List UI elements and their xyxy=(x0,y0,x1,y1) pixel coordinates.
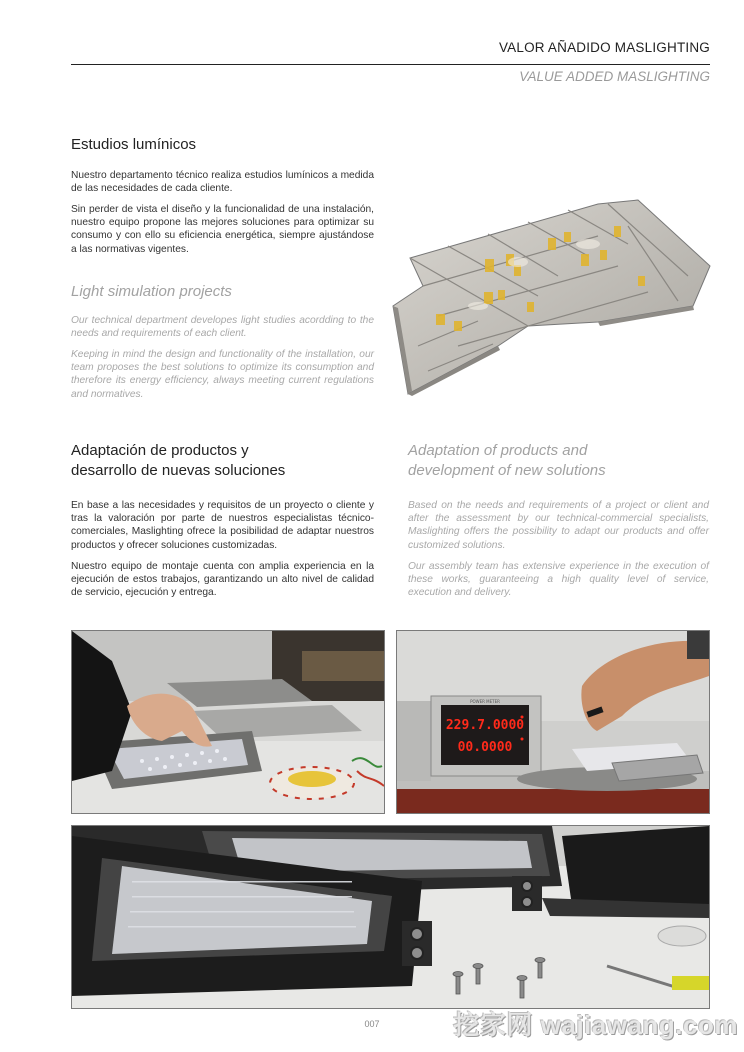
photo-assembly-hands xyxy=(71,630,385,814)
section1-para2-en: Keeping in mind the design and functionality of the installation, our team proposes the best solutions to optimize its consumption and therefore its energy efficiency, always meeting current regulations and normatives. xyxy=(71,349,374,400)
section2-heading-en-line1: Adaptation of products and xyxy=(408,442,588,459)
section2-heading-es-line2: desarrollo de nuevas soluciones xyxy=(71,462,286,479)
photo-floodlights-bench xyxy=(71,825,710,1009)
section1-para1-en: Our technical department developes light studies acordding to the needs and requirements of each client. xyxy=(71,315,374,340)
section2-para2-es: Nuestro equipo de montaje cuenta con amplia experiencia en la ejecución de estos trabajos, garantizando un alto nivel de calidad de servicio, ejecución y entrega. xyxy=(71,561,374,599)
watermark: 挖家网 wajiawang.com xyxy=(453,1010,738,1040)
section2-heading-es-line1: Adaptación de productos y xyxy=(71,442,249,459)
photo-power-meter-test xyxy=(396,630,710,814)
section2-para1-es: En base a las necesidades y requisitos de un proyecto o cliente y tras la valoración por parte de nuestros especialistas técnico-comerciales, Maslighting ofrece la posibilidad de adaptar nuestros productos y ofrecer soluciones customizadas. xyxy=(71,500,374,551)
light-simulation-floorplan xyxy=(388,196,713,401)
meter-reading-bottom: 00.0000 xyxy=(457,740,513,755)
header-title-en: VALUE ADDED MASLIGHTING xyxy=(519,69,710,84)
section1-para1-es: Nuestro departamento técnico realiza estudios lumínicos a medida de las necesidades de cada cliente. xyxy=(71,170,374,195)
section1-heading-es: Estudios lumínicos xyxy=(71,136,197,153)
section1-heading-en: Light simulation projects xyxy=(71,283,232,300)
section2-para1-en: Based on the needs and requirements of a project or client and after the assessment by our technical-commercial specialists, Maslighting offers the possibility to adapt our products and offer customized solutions. xyxy=(408,500,709,551)
section2-heading-en-line2: development of new solutions xyxy=(408,462,606,479)
svg-text:POWER METER: POWER METER xyxy=(470,699,500,704)
meter-reading-top: 229.7.0000 xyxy=(445,718,525,733)
header-divider xyxy=(71,64,710,65)
section2-para2-en: Our assembly team has extensive experience in the execution of these works, guaranteeing a high quality level of service, execution and delivery. xyxy=(408,561,709,599)
section1-para2-es: Sin perder de vista el diseño y la funcionalidad de una instalación, nuestro equipo propone las mejores soluciones para optimizar su consumo y con ello su eficiencia energética, siempre ajustándose a las normativas vigentes. xyxy=(71,204,374,255)
page-number: 007 xyxy=(364,1019,380,1029)
header-title-es: VALOR AÑADIDO MASLIGHTING xyxy=(498,40,710,55)
